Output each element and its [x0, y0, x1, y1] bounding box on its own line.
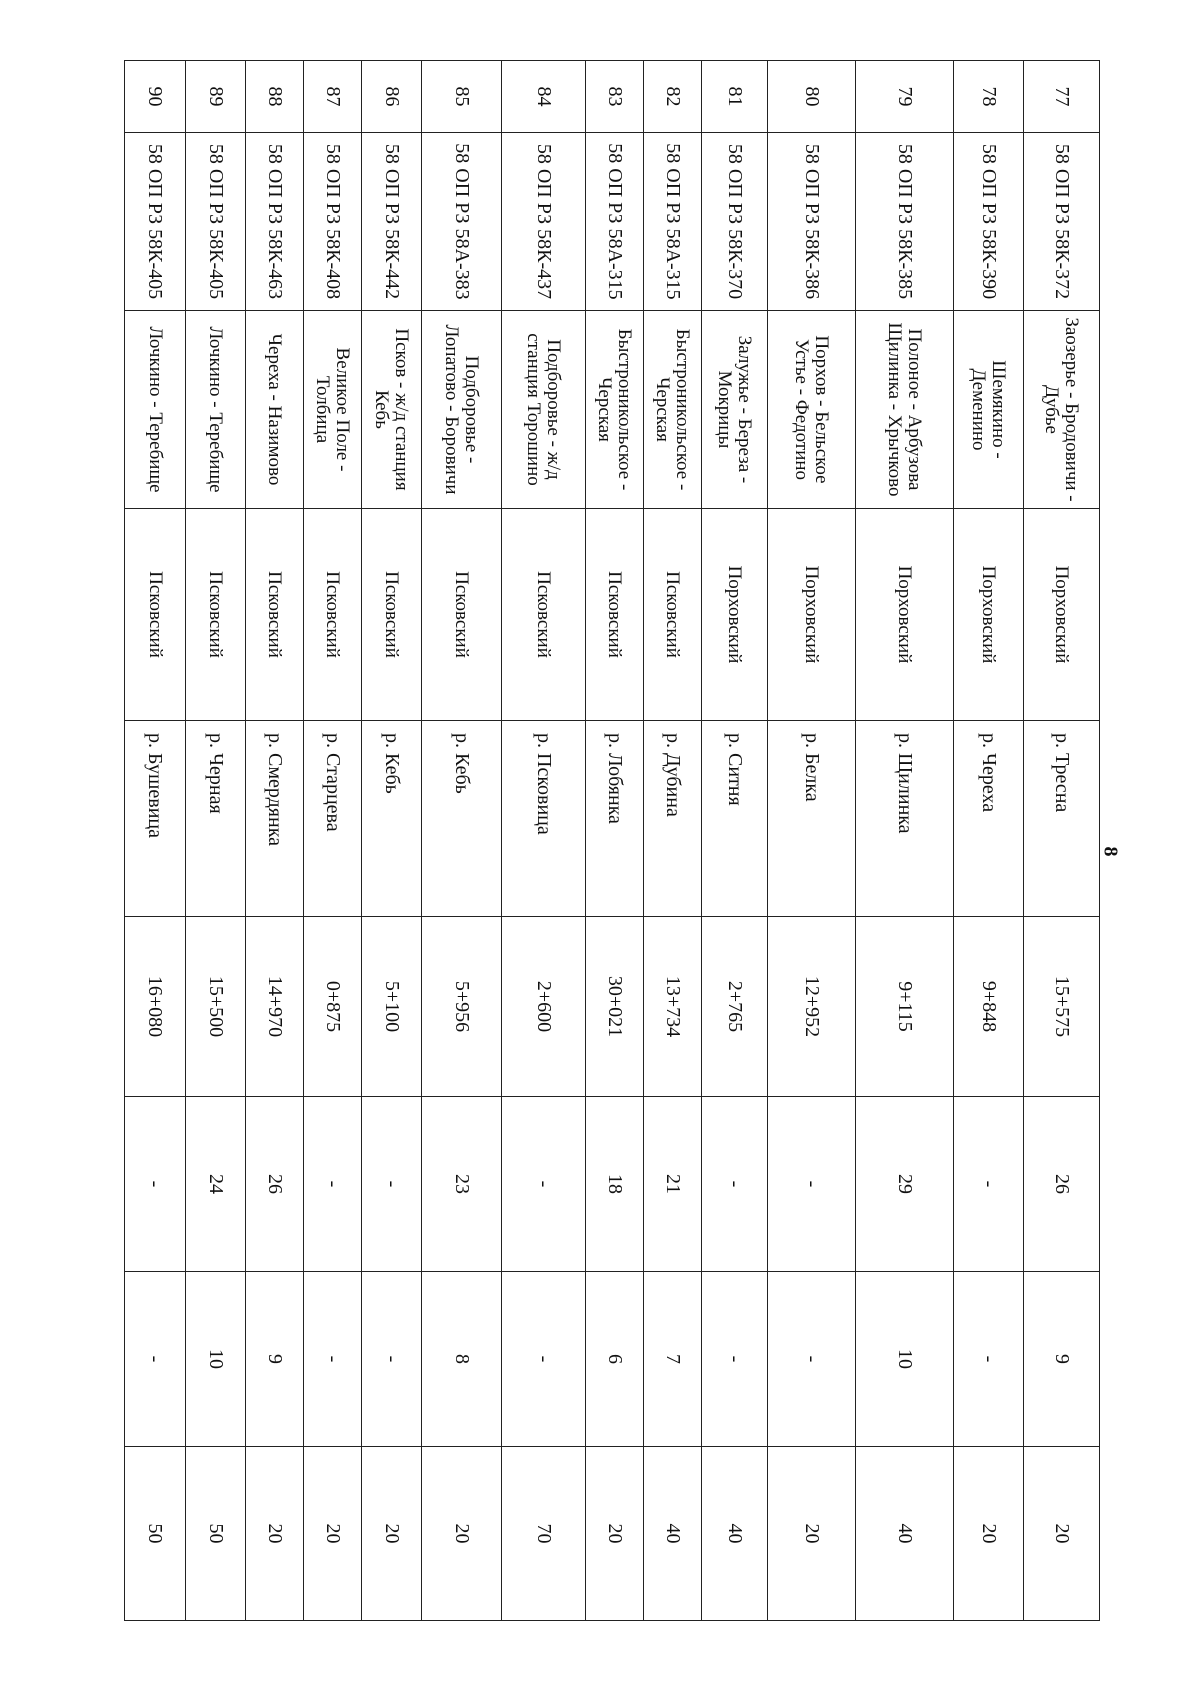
width-cell: 8 [422, 1272, 502, 1447]
chainage-cell: 14+970 [246, 917, 304, 1097]
table-row [1024, 61, 1100, 1621]
road-name-cell: Быстроникольское - Черская [644, 311, 702, 509]
road-code-cell: 58 ОП РЗ 58К-463 [246, 133, 304, 311]
road-name-cell: Быстроникольское - Черская [586, 311, 644, 509]
load-cell: 20 [246, 1447, 304, 1621]
width-cell: - [702, 1272, 768, 1447]
row-number-cell: 84 [502, 61, 586, 133]
road-name-cell: Лочкино - Теребище [125, 311, 186, 509]
row-number-cell: 83 [586, 61, 644, 133]
width-cell: 6 [586, 1272, 644, 1447]
load-cell: 70 [502, 1447, 586, 1621]
row-number-cell: 87 [304, 61, 362, 133]
table-row [702, 61, 768, 1621]
row-number-cell: 78 [954, 61, 1024, 133]
load-cell: 50 [186, 1447, 246, 1621]
chainage-cell: 30+021 [586, 917, 644, 1097]
length-cell: 23 [422, 1097, 502, 1272]
width-cell: - [768, 1272, 856, 1447]
width-cell: - [954, 1272, 1024, 1447]
river-cell: р. Тресна [1024, 721, 1100, 917]
table-row [856, 61, 954, 1621]
length-cell: - [768, 1097, 856, 1272]
row-number-cell: 81 [702, 61, 768, 133]
row-number-cell: 88 [246, 61, 304, 133]
district-cell: Псковский [186, 509, 246, 721]
district-cell: Порховский [702, 509, 768, 721]
length-cell: 26 [1024, 1097, 1100, 1272]
width-cell: - [502, 1272, 586, 1447]
load-cell: 20 [362, 1447, 422, 1621]
length-cell: - [702, 1097, 768, 1272]
length-cell: - [304, 1097, 362, 1272]
width-cell: 10 [186, 1272, 246, 1447]
row-number-cell: 77 [1024, 61, 1100, 133]
chainage-cell: 2+600 [502, 917, 586, 1097]
road-code-cell: 58 ОП РЗ 58К-386 [768, 133, 856, 311]
river-cell: р. Лобянка [586, 721, 644, 917]
district-cell: Псковский [586, 509, 644, 721]
row-number-cell: 85 [422, 61, 502, 133]
road-code-cell: 58 ОП РЗ 58К-437 [502, 133, 586, 311]
chainage-cell: 13+734 [644, 917, 702, 1097]
district-cell: Порховский [1024, 509, 1100, 721]
table-row [304, 61, 362, 1621]
road-name-cell: Подборовье - ж/д станция Торошино [502, 311, 586, 509]
length-cell: - [954, 1097, 1024, 1272]
road-name-cell: Псков - ж/д станция Кебь [362, 311, 422, 509]
load-cell: 40 [702, 1447, 768, 1621]
river-cell: р. Череха [954, 721, 1024, 917]
length-cell: - [362, 1097, 422, 1272]
row-number-cell: 86 [362, 61, 422, 133]
district-cell: Псковский [502, 509, 586, 721]
road-code-cell: 58 ОП РЗ 58А-315 [586, 133, 644, 311]
district-cell: Порховский [954, 509, 1024, 721]
table-row [422, 61, 502, 1621]
length-cell: 29 [856, 1097, 954, 1272]
table-body [125, 61, 1100, 1621]
row-number-cell: 79 [856, 61, 954, 133]
table-row [362, 61, 422, 1621]
chainage-cell: 12+952 [768, 917, 856, 1097]
load-cell: 20 [304, 1447, 362, 1621]
width-cell: 9 [246, 1272, 304, 1447]
district-cell: Псковский [246, 509, 304, 721]
road-code-cell: 58 ОП РЗ 58А-315 [644, 133, 702, 311]
table-row [246, 61, 304, 1621]
road-name-cell: Лочкино - Теребище [186, 311, 246, 509]
road-code-cell: 58 ОП РЗ 58К-442 [362, 133, 422, 311]
chainage-cell: 9+848 [954, 917, 1024, 1097]
load-cell: 50 [125, 1447, 186, 1621]
road-code-cell: 58 ОП РЗ 58К-370 [702, 133, 768, 311]
district-cell: Порховский [768, 509, 856, 721]
load-cell: 20 [768, 1447, 856, 1621]
road-code-cell: 58 ОП РЗ 58К-372 [1024, 133, 1100, 311]
table-row [954, 61, 1024, 1621]
width-cell: 10 [856, 1272, 954, 1447]
district-cell: Псковский [644, 509, 702, 721]
row-number-cell: 80 [768, 61, 856, 133]
river-cell: р. Псковица [502, 721, 586, 917]
load-cell: 40 [856, 1447, 954, 1621]
road-code-cell: 58 ОП РЗ 58К-385 [856, 133, 954, 311]
river-cell: р. Бушевица [125, 721, 186, 917]
length-cell: 26 [246, 1097, 304, 1272]
chainage-cell: 0+875 [304, 917, 362, 1097]
length-cell: 24 [186, 1097, 246, 1272]
road-code-cell: 58 ОП РЗ 58К-405 [186, 133, 246, 311]
chainage-cell: 5+956 [422, 917, 502, 1097]
river-cell: р. Смердянка [246, 721, 304, 917]
table-row [644, 61, 702, 1621]
district-cell: Псковский [304, 509, 362, 721]
width-cell: - [125, 1272, 186, 1447]
road-code-cell: 58 ОП РЗ 58К-405 [125, 133, 186, 311]
bridge-table [124, 60, 1100, 1621]
road-name-cell: Великое Поле - Толбица [304, 311, 362, 509]
chainage-cell: 9+115 [856, 917, 954, 1097]
chainage-cell: 16+080 [125, 917, 186, 1097]
row-number-cell: 89 [186, 61, 246, 133]
width-cell: - [362, 1272, 422, 1447]
river-cell: р. Щилинка [856, 721, 954, 917]
table-row [502, 61, 586, 1621]
road-name-cell: Заозерье - Бродовичи - Дубье [1024, 311, 1100, 509]
table-row [586, 61, 644, 1621]
road-name-cell: Полоное - Арбузова Щилинка - Хрычково [856, 311, 954, 509]
chainage-cell: 2+765 [702, 917, 768, 1097]
load-cell: 40 [644, 1447, 702, 1621]
chainage-cell: 15+500 [186, 917, 246, 1097]
row-number-cell: 90 [125, 61, 186, 133]
road-name-cell: Подборовье - Лопатово - Боровичи [422, 311, 502, 509]
river-cell: р. Кебь [422, 721, 502, 917]
district-cell: Псковский [125, 509, 186, 721]
table-row [125, 61, 186, 1621]
river-cell: р. Черная [186, 721, 246, 917]
road-code-cell: 58 ОП РЗ 58К-390 [954, 133, 1024, 311]
road-code-cell: 58 ОП РЗ 58А-383 [422, 133, 502, 311]
page-number: 8 [1099, 846, 1122, 857]
length-cell: 18 [586, 1097, 644, 1272]
district-cell: Псковский [362, 509, 422, 721]
row-number-cell: 82 [644, 61, 702, 133]
chainage-cell: 5+100 [362, 917, 422, 1097]
district-cell: Псковский [422, 509, 502, 721]
bridge-table-container [125, 60, 1100, 1620]
length-cell: - [502, 1097, 586, 1272]
river-cell: р. Дубина [644, 721, 702, 917]
length-cell: - [125, 1097, 186, 1272]
load-cell: 20 [954, 1447, 1024, 1621]
river-cell: р. Белка [768, 721, 856, 917]
load-cell: 20 [586, 1447, 644, 1621]
load-cell: 20 [1024, 1447, 1100, 1621]
table-row [768, 61, 856, 1621]
river-cell: р. Кебь [362, 721, 422, 917]
road-name-cell: Череха - Назимово [246, 311, 304, 509]
road-name-cell: Порхов - Бельское Устье - Федотино [768, 311, 856, 509]
width-cell: 7 [644, 1272, 702, 1447]
table-row [186, 61, 246, 1621]
river-cell: р. Ситня [702, 721, 768, 917]
road-name-cell: Залужье - Береза - Мокрицы [702, 311, 768, 509]
load-cell: 20 [422, 1447, 502, 1621]
river-cell: р. Старцева [304, 721, 362, 917]
chainage-cell: 15+575 [1024, 917, 1100, 1097]
road-name-cell: Шемякино - Деменино [954, 311, 1024, 509]
length-cell: 21 [644, 1097, 702, 1272]
road-code-cell: 58 ОП РЗ 58К-408 [304, 133, 362, 311]
width-cell: 9 [1024, 1272, 1100, 1447]
width-cell: - [304, 1272, 362, 1447]
district-cell: Порховский [856, 509, 954, 721]
